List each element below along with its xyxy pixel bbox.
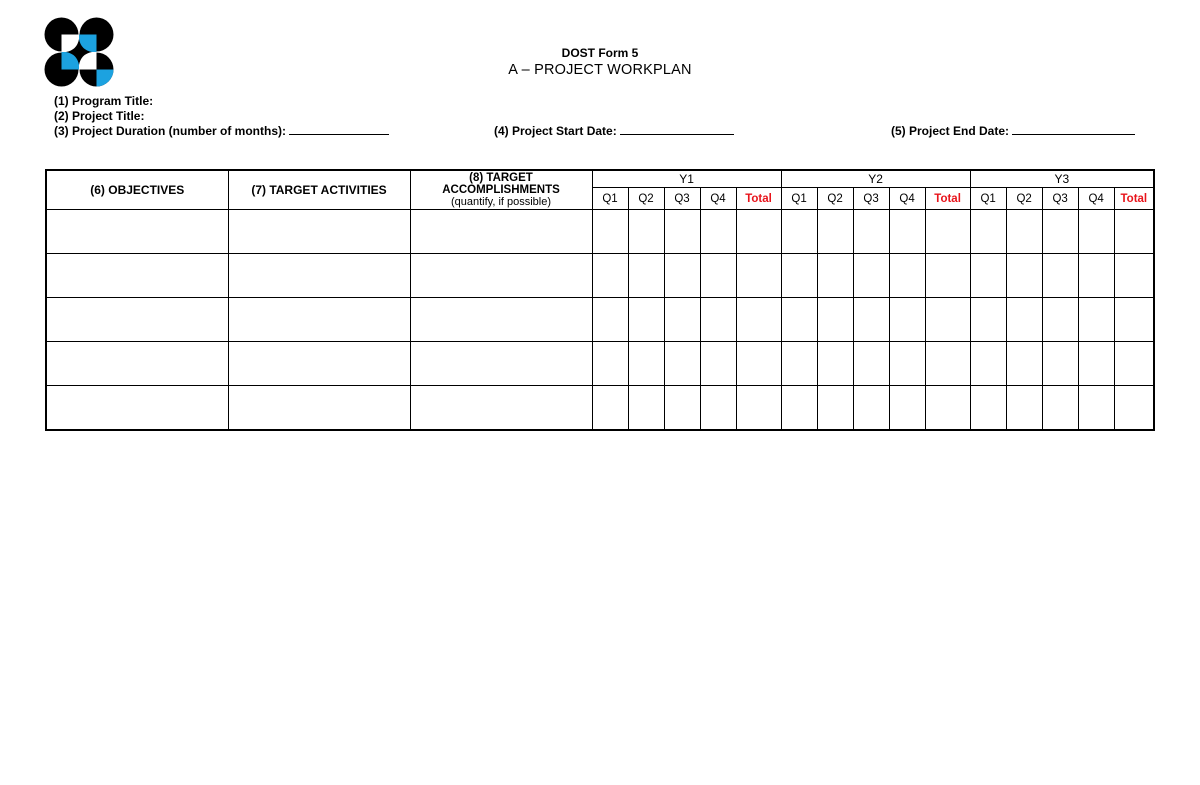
quarter-header: Q1: [970, 188, 1006, 210]
table-cell[interactable]: [970, 386, 1006, 431]
table-cell[interactable]: [1042, 342, 1078, 386]
project-title-label: (2) Project Title:: [54, 108, 145, 123]
table-cell[interactable]: [700, 210, 736, 254]
table-cell[interactable]: [228, 298, 410, 342]
table-cell[interactable]: [410, 254, 592, 298]
table-cell[interactable]: [700, 342, 736, 386]
table-cell[interactable]: [970, 342, 1006, 386]
table-cell[interactable]: [1006, 254, 1042, 298]
table-cell[interactable]: [664, 386, 700, 431]
start-date-field[interactable]: [494, 124, 734, 138]
form-number: DOST Form 5: [561, 46, 639, 60]
quarter-header: Q4: [889, 188, 925, 210]
quarter-header: Q3: [853, 188, 889, 210]
table-cell[interactable]: [628, 210, 664, 254]
table-cell[interactable]: [1114, 386, 1154, 431]
program-title-label: (1) Program Title:: [54, 94, 154, 108]
table-row: [46, 254, 1154, 298]
table-cell[interactable]: [46, 210, 228, 254]
table-cell[interactable]: [925, 254, 970, 298]
table-cell[interactable]: [736, 386, 781, 431]
table-cell[interactable]: [1006, 386, 1042, 431]
table-cell[interactable]: [628, 342, 664, 386]
table-cell[interactable]: [1078, 342, 1114, 386]
table-cell[interactable]: [781, 386, 817, 431]
table-cell[interactable]: [700, 254, 736, 298]
table-cell[interactable]: [228, 386, 410, 431]
table-cell[interactable]: [1006, 342, 1042, 386]
quarter-header: Q4: [700, 188, 736, 210]
table-cell[interactable]: [700, 386, 736, 431]
table-cell[interactable]: [925, 342, 970, 386]
table-cell[interactable]: [970, 298, 1006, 342]
table-cell[interactable]: [1042, 254, 1078, 298]
quarter-header: Q3: [1042, 188, 1078, 210]
table-cell[interactable]: [46, 386, 228, 431]
total-header: Total: [736, 188, 781, 210]
table-cell[interactable]: [228, 210, 410, 254]
table-cell[interactable]: [592, 298, 628, 342]
table-cell[interactable]: [1042, 210, 1078, 254]
table-cell[interactable]: [1042, 298, 1078, 342]
table-cell[interactable]: [817, 386, 853, 431]
table-row: [46, 386, 1154, 431]
table-cell[interactable]: [592, 342, 628, 386]
table-cell[interactable]: [592, 210, 628, 254]
table-cell[interactable]: [1078, 298, 1114, 342]
table-cell[interactable]: [736, 298, 781, 342]
table-cell[interactable]: [664, 342, 700, 386]
table-cell[interactable]: [889, 254, 925, 298]
year-header: Y1: [592, 170, 781, 188]
table-cell[interactable]: [46, 298, 228, 342]
table-cell[interactable]: [781, 298, 817, 342]
table-cell[interactable]: [853, 254, 889, 298]
table-cell[interactable]: [970, 210, 1006, 254]
year-header: Y3: [970, 170, 1154, 188]
total-header: Total: [1114, 188, 1154, 210]
table-cell[interactable]: [781, 210, 817, 254]
table-cell[interactable]: [781, 342, 817, 386]
table-cell[interactable]: [410, 342, 592, 386]
workplan-table: [45, 169, 1155, 431]
table-cell[interactable]: [889, 298, 925, 342]
quarter-header: Q2: [1006, 188, 1042, 210]
table-cell[interactable]: [853, 298, 889, 342]
table-cell[interactable]: [664, 298, 700, 342]
table-cell[interactable]: [970, 254, 1006, 298]
table-cell[interactable]: [628, 254, 664, 298]
table-cell[interactable]: [628, 386, 664, 431]
table-cell[interactable]: [1114, 210, 1154, 254]
end-date-blank[interactable]: [1012, 124, 1135, 135]
quarter-header: Q2: [628, 188, 664, 210]
table-cell[interactable]: [889, 386, 925, 431]
total-header: Total: [925, 188, 970, 210]
table-cell[interactable]: [925, 386, 970, 431]
table-cell[interactable]: [1006, 210, 1042, 254]
table-row: [46, 298, 1154, 342]
duration-field[interactable]: [54, 124, 389, 138]
table-cell[interactable]: [1006, 298, 1042, 342]
table-cell[interactable]: [925, 210, 970, 254]
table-row: [46, 210, 1154, 254]
duration-blank[interactable]: [289, 124, 389, 135]
table-cell[interactable]: [700, 298, 736, 342]
col-target-accomplishments: [410, 170, 592, 210]
header-row-years: [46, 170, 1154, 188]
table-cell[interactable]: [410, 298, 592, 342]
table-cell[interactable]: [1078, 210, 1114, 254]
table-cell[interactable]: [1078, 254, 1114, 298]
col-objectives: (6) OBJECTIVES: [46, 170, 228, 210]
table-cell[interactable]: [228, 342, 410, 386]
quarter-header: Q4: [1078, 188, 1114, 210]
quarter-header: Q2: [817, 188, 853, 210]
table-cell[interactable]: [781, 254, 817, 298]
page-title: A – PROJECT WORKPLAN: [508, 62, 692, 78]
table-cell[interactable]: [1042, 386, 1078, 431]
end-date-field[interactable]: [891, 124, 1135, 138]
quarter-header: Q1: [592, 188, 628, 210]
table-cell[interactable]: [736, 254, 781, 298]
table-cell[interactable]: [46, 342, 228, 386]
col-accomplishments-label: (8) TARGET ACCOMPLISHMENTS: [442, 172, 560, 196]
end-date-label: (5) Project End Date:: [891, 124, 1010, 138]
table-cell[interactable]: [736, 342, 781, 386]
table-cell[interactable]: [1078, 386, 1114, 431]
quarter-header: Q3: [664, 188, 700, 210]
table-cell[interactable]: [228, 254, 410, 298]
duration-label: (3) Project Duration (number of months):: [54, 124, 286, 138]
table-cell[interactable]: [592, 386, 628, 431]
table-cell[interactable]: [817, 298, 853, 342]
quarter-header: Q1: [781, 188, 817, 210]
col-target-activities: (7) TARGET ACTIVITIES: [228, 170, 410, 210]
title-fields: [54, 94, 153, 123]
table-cell[interactable]: [889, 210, 925, 254]
table-cell[interactable]: [817, 342, 853, 386]
table-cell[interactable]: [410, 386, 592, 431]
start-date-label: (4) Project Start Date:: [494, 124, 617, 138]
table-cell[interactable]: [736, 210, 781, 254]
table-cell[interactable]: [853, 342, 889, 386]
table-cell[interactable]: [925, 298, 970, 342]
table-cell[interactable]: [1114, 254, 1154, 298]
table-cell[interactable]: [817, 210, 853, 254]
table-cell[interactable]: [853, 210, 889, 254]
start-date-blank[interactable]: [620, 124, 734, 135]
table-cell[interactable]: [1114, 298, 1154, 342]
table-cell[interactable]: [664, 210, 700, 254]
table-row: [46, 342, 1154, 386]
col-accomplishments-note: (quantify, if possible): [450, 196, 552, 208]
table-cell[interactable]: [592, 254, 628, 298]
table-cell[interactable]: [664, 254, 700, 298]
table-cell[interactable]: [628, 298, 664, 342]
table-cell[interactable]: [889, 342, 925, 386]
table-cell[interactable]: [410, 210, 592, 254]
year-header: Y2: [781, 170, 970, 188]
table-cell[interactable]: [853, 386, 889, 431]
table-cell[interactable]: [46, 254, 228, 298]
table-cell[interactable]: [817, 254, 853, 298]
table-cell[interactable]: [1114, 342, 1154, 386]
